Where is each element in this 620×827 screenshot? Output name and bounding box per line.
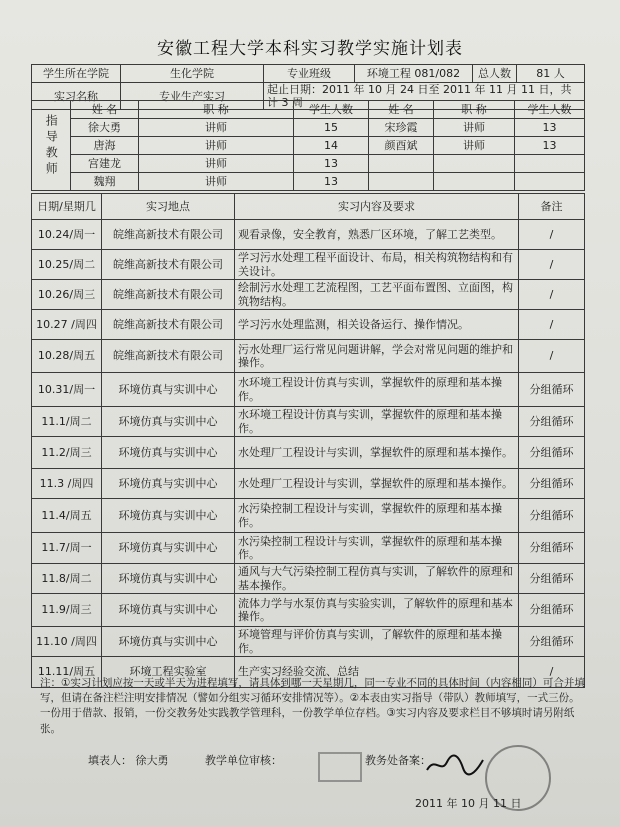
table-row: [32, 340, 585, 373]
content-cell: 学习污水处理监测，相关设备运行、操作情况。: [235, 310, 519, 340]
instructor-name: 徐大勇: [71, 119, 139, 137]
school-label: 学生所在学院: [32, 65, 121, 83]
place-cell: 环境仿真与实训中心: [102, 373, 235, 407]
place-cell: 皖维高新技术有限公司: [102, 340, 235, 373]
note-cell: /: [519, 657, 585, 688]
date-cell: 11.3 /周四: [32, 469, 102, 499]
table-row: [32, 627, 585, 657]
instructor-title: 讲师: [139, 137, 294, 155]
place-cell: 环境仿真与实训中心: [102, 564, 235, 594]
instructor-count: 15: [294, 119, 369, 137]
place-cell: 环境工程实验室: [102, 657, 235, 688]
total-label: 总人数: [473, 65, 517, 83]
instructor-name: 颜酉斌: [369, 137, 434, 155]
instructor-count: 13: [294, 155, 369, 173]
note-cell: 分组循环: [519, 627, 585, 657]
content-cell: 水处理厂工程设计与实训，掌握软件的原理和基本操作。: [235, 437, 519, 469]
instructor-title: 讲师: [434, 137, 515, 155]
note-cell: 分组循环: [519, 437, 585, 469]
instructor-name: [369, 155, 434, 173]
unit-review-label: 教学单位审核：: [205, 754, 282, 767]
instructor-title: 讲师: [139, 155, 294, 173]
date-cell: 11.11/周五: [32, 657, 102, 688]
instructor-count: [515, 173, 585, 191]
instructor-title: 讲师: [139, 173, 294, 191]
page-title: 安徽工程大学本科实习教学实施计划表: [157, 39, 463, 59]
instructor-title: [434, 173, 515, 191]
course-value: 专业生产实习: [121, 83, 264, 110]
place-cell: 环境仿真与实训中心: [102, 437, 235, 469]
content-cell: 生产实习经验交流、总结: [235, 657, 519, 688]
table-row: [32, 469, 585, 499]
table-row: [32, 533, 585, 564]
total-value: 81 人: [517, 65, 585, 83]
filler-value: 徐大勇: [135, 754, 169, 767]
content-cell: 污水处理厂运行常见问题讲解，学会对常见问题的维护和操作。: [235, 340, 519, 373]
date-cell: 11.9/周三: [32, 594, 102, 627]
sign-date: 2011 年 10 月 11 日: [415, 797, 522, 810]
content-cell: 水处理厂工程设计与实训，掌握软件的原理和基本操作。: [235, 469, 519, 499]
filler-label: 填表人：: [88, 754, 132, 767]
note-cell: 分组循环: [519, 594, 585, 627]
col-header-date: 日期/星期几: [32, 194, 102, 220]
place-cell: 环境仿真与实训中心: [102, 499, 235, 533]
col-name-right: 姓 名: [369, 101, 434, 119]
content-cell: 水污染控制工程设计与实训，掌握软件的原理和基本操作。: [235, 499, 519, 533]
date-cell: 11.1/周二: [32, 407, 102, 437]
class-label: 专业班级: [264, 65, 355, 83]
col-title-right: 职 称: [434, 101, 515, 119]
note-cell: /: [519, 220, 585, 250]
note-cell: /: [519, 280, 585, 310]
date-cell: 11.10 /周四: [32, 627, 102, 657]
content-cell: 水污染控制工程设计与实训，掌握软件的原理和基本操作。: [235, 533, 519, 564]
date-cell: 10.28/周五: [32, 340, 102, 373]
content-cell: 绘制污水处理工艺流程图，工艺平面布置图、立面图，构筑物结构。: [235, 280, 519, 310]
note-cell: 分组循环: [519, 407, 585, 437]
table-row: [32, 564, 585, 594]
place-cell: 环境仿真与实训中心: [102, 533, 235, 564]
instructor-count: 13: [515, 137, 585, 155]
instructor-count: 13: [294, 173, 369, 191]
instructor-name: 宫建龙: [71, 155, 139, 173]
table-row: [32, 499, 585, 533]
period: 起止日期：2011 年 10 月 24 日至 2011 年 11 月 11 日，共计 3 周: [264, 83, 585, 110]
place-cell: 皖维高新技术有限公司: [102, 280, 235, 310]
table-row: [32, 373, 585, 407]
col-title-left: 职 称: [139, 101, 294, 119]
instructor-name: 唐海: [71, 137, 139, 155]
col-header-note: 备注: [519, 194, 585, 220]
date-cell: 10.26/周三: [32, 280, 102, 310]
date-cell: 10.31/周一: [32, 373, 102, 407]
note-cell: 分组循环: [519, 469, 585, 499]
schedule-body: [32, 220, 585, 688]
review-stamp: [318, 752, 362, 782]
place-cell: 环境仿真与实训中心: [102, 627, 235, 657]
content-cell: 学习污水处理工程平面设计、布局，相关构筑物结构和有关设计。: [235, 250, 519, 280]
place-cell: 皖维高新技术有限公司: [102, 250, 235, 280]
instructor-name: 魏翔: [71, 173, 139, 191]
course-label: 实习名称: [32, 83, 121, 110]
date-cell: 10.25/周二: [32, 250, 102, 280]
content-cell: 水环境工程设计仿真与实训，掌握软件的原理和基本操作。: [235, 373, 519, 407]
filler: [88, 752, 169, 768]
date-cell: 10.27 /周四: [32, 310, 102, 340]
content-cell: 环境管理与评价仿真与实训，了解软件的原理和基本操作。: [235, 627, 519, 657]
instructor-title: 讲师: [434, 119, 515, 137]
table-row: [32, 594, 585, 627]
instructor-count: 13: [515, 119, 585, 137]
office-label: 教务处备案：: [365, 754, 431, 767]
note-cell: /: [519, 340, 585, 373]
col-header-content: 实习内容及要求: [235, 194, 519, 220]
date-cell: 10.24/周一: [32, 220, 102, 250]
notes: 注：①实习计划应按一天或半天为进程填写，请具体到哪一天星期几，同一专业不同的具体时间（内容相同）可合并填写，但请在备注栏注明安排情况（譬如分组实习循环安排情况等）。②本表由实习指导（带队）教师填写，一式三份。一份用于借款、报销，一份交教务处实践教学管理科，一份教学单位存档。③实习内容及要求栏目不够填时请另附纸张。: [40, 677, 585, 735]
instructor-title: 讲师: [139, 119, 294, 137]
date-cell: 11.8/周二: [32, 564, 102, 594]
note-cell: 分组循环: [519, 373, 585, 407]
col-header-place: 实习地点: [102, 194, 235, 220]
note-cell: /: [519, 250, 585, 280]
instructor-count: 14: [294, 137, 369, 155]
content-cell: 观看录像，安全教育，熟悉厂区环境，了解工艺类型。: [235, 220, 519, 250]
instructor-title: [434, 155, 515, 173]
content-cell: 流体力学与水泵仿真与实验实训，了解软件的原理和基本操作。: [235, 594, 519, 627]
date-cell: 11.4/周五: [32, 499, 102, 533]
place-cell: 环境仿真与实训中心: [102, 469, 235, 499]
col-name-left: 姓 名: [71, 101, 139, 119]
note-cell: /: [519, 310, 585, 340]
content-cell: 通风与大气污染控制工程仿真与实训，了解软件的原理和基本操作。: [235, 564, 519, 594]
col-count-right: 学生人数: [515, 101, 585, 119]
handwritten-signature: [425, 752, 485, 783]
schedule-table: [31, 193, 585, 688]
instructor-count: [515, 155, 585, 173]
place-cell: 环境仿真与实训中心: [102, 594, 235, 627]
instructors-table: [31, 100, 585, 191]
note-cell: 分组循环: [519, 533, 585, 564]
note-cell: 分组循环: [519, 499, 585, 533]
instructors-side-label: 指导教师: [32, 101, 71, 191]
instructor-name: [369, 173, 434, 191]
table-row: [32, 437, 585, 469]
date-cell: 11.2/周三: [32, 437, 102, 469]
table-row: [32, 407, 585, 437]
instructor-name: 宋珍霞: [369, 119, 434, 137]
date-cell: 11.7/周一: [32, 533, 102, 564]
place-cell: 皖维高新技术有限公司: [102, 310, 235, 340]
content-cell: 水环境工程设计仿真与实训，掌握软件的原理和基本操作。: [235, 407, 519, 437]
table-row: [32, 280, 585, 310]
table-row: [32, 250, 585, 280]
school-value: 生化学院: [121, 65, 264, 83]
place-cell: 环境仿真与实训中心: [102, 407, 235, 437]
table-row: [32, 310, 585, 340]
table-row: [32, 220, 585, 250]
class-value: 环境工程 081/082: [355, 65, 473, 83]
col-count-left: 学生人数: [294, 101, 369, 119]
place-cell: 皖维高新技术有限公司: [102, 220, 235, 250]
note-cell: 分组循环: [519, 564, 585, 594]
